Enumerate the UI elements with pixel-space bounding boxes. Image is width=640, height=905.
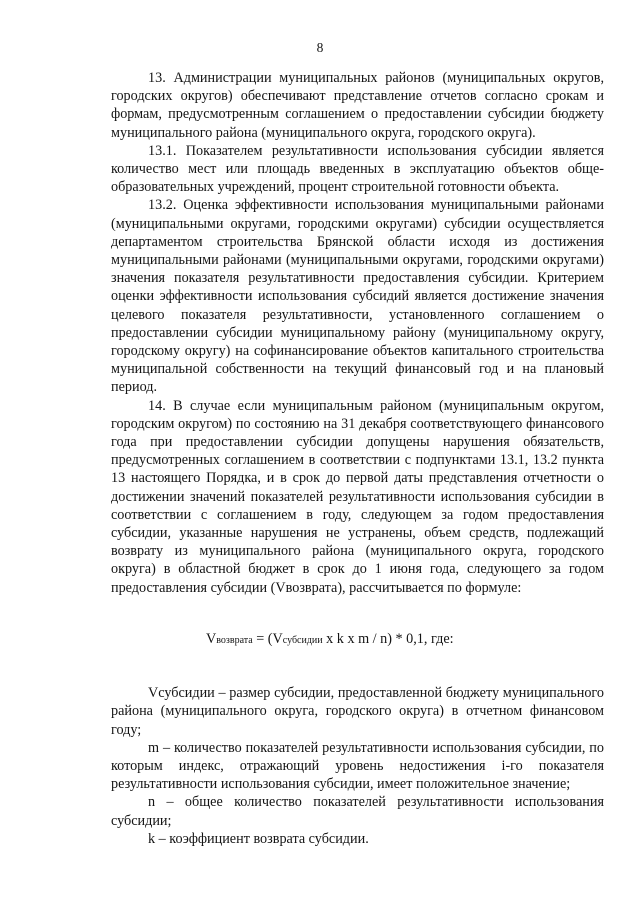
definition-m: m – количество показателей результативности использования субсидии, по которым индекс, отражающий уровень недостижения i-го показателя результативности использования субсидии, имеет положительное значение; [111,739,604,793]
formula-sub-subsidii: субсидии [282,634,323,646]
formula-eq: = (V [252,630,283,647]
paragraph-13-2: 13.2. Оценка эффективности использования муниципальными районами (муниципальными округами, городскими округами) субсидии осуществляется департаментом строительства Брянской области исходя из достижения муниципальными районами (муниципальными округами, городскими округами) значения показателя результативности предоставления субсидии. Критерием оценки эффективности использования субсидий является достижение значения целевого показателя результативности, установленного соглашением о предоставлении субсидии муниципальному району (муниципальному округу, городскому округу) на софинансирование объектов капитального строительства муниципальной собственности на текущий финансовый год и на плановый период. [111,197,604,396]
formula-sub-vozvrata: возврата [216,634,253,646]
formula-v: V [206,630,217,647]
definition-k: k – коэффициент возврата субсидии. [148,830,369,847]
document-body [111,69,604,848]
page-number: 8 [316,40,324,55]
formula-rest: x k x m / n) * 0,1, где: [322,630,454,647]
refund-formula [111,630,604,650]
paragraph-14: 14. В случае если муниципальным районом (муниципальным округом, городским округом) по состоянию на 31 декабря соответствующего финансового года при предоставлении субсидии допущены нарушения обязательств, предусмотренных соглашением в соответствии с подпунктами 13.1, 13.2 пункта 13 настоящего Порядка, и в срок до первой даты представления отчетности о достижении значений показателей результативности использования субсидии в соответствии с соглашением в году, следующем за годом предоставления субсидии, указанные нарушения не устранены, объем средств, подлежащий возврату из муниципального района (муниципального округа, городского округа) в областной бюджет в срок до 1 июня года, следующего за годом предоставления субсидии (Vвозврата), рассчитывается по формуле: [111,397,604,596]
definition-n: n – общее количество показателей результативности использования субсидии; [111,794,604,829]
definition-v-subsidii: Vсубсидии – размер субсидии, предоставленной бюджету муниципального района (муниципального округа, городского округа) в отчетном финансовом году; [111,685,604,738]
paragraph-13-1: 13.1. Показателем результативности использования субсидии является количество мест или площадь введенных в эксплуатацию объектов общеобразовательных учреждений, процент строительной готовности объекта. [111,142,604,196]
paragraph-13: 13. Администрации муниципальных районов (муниципальных округов, городских округов) обеспечивают представление отчетов согласно срокам и формам, предусмотренным соглашением о предоставлении субсидии бюджету муниципального района (муниципального округа, городского округа). [111,70,604,141]
